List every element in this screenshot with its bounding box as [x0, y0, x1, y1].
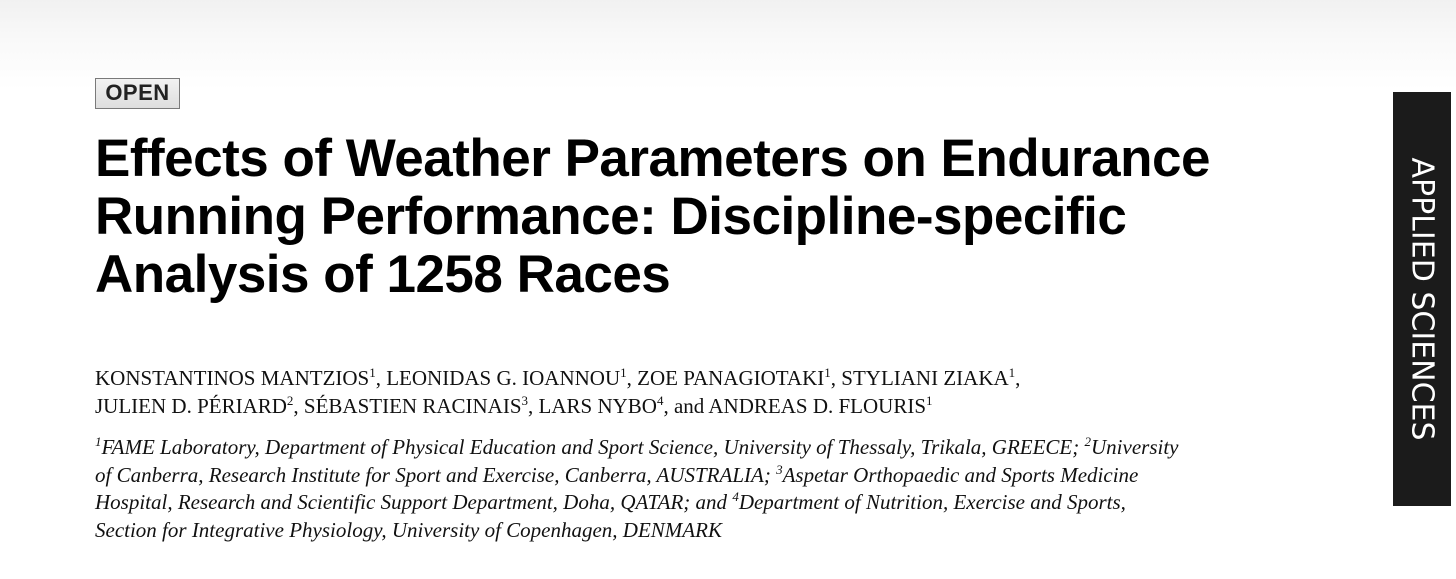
affiliation-text: University	[1091, 435, 1179, 459]
affiliation-marker: 1	[824, 365, 831, 380]
affiliation-marker: 4	[656, 393, 664, 408]
author-separator: ,	[528, 394, 539, 418]
author-name: ANDREAS D. FLOURIS	[708, 394, 926, 418]
author-name: KONSTANTINOS MANTZIOS	[95, 366, 370, 390]
title-line: Analysis of 1258 Races	[95, 245, 671, 304]
author-name: LEONIDAS G. IOANNOU	[386, 366, 621, 390]
affiliation-text: Section for Integrative Physiology, University of Copenhagen, DENMARK	[95, 517, 722, 542]
section-label: APPLIED SCIENCES	[1404, 157, 1440, 441]
affiliation-marker: 1	[369, 365, 376, 380]
title-line: Effects of Weather Parameters on Endurance	[95, 129, 1210, 188]
author-name: STYLIANI ZIAKA	[841, 366, 1009, 390]
author-line	[95, 392, 1355, 420]
affiliation-marker: 3	[521, 393, 529, 408]
author-separator: ,	[293, 394, 304, 418]
section-side-tab	[1393, 92, 1451, 506]
affiliation-line	[95, 462, 1365, 490]
affiliation-text: FAME Laboratory, Department of Physical Education and Sport Science, University of Thessaly, Trikala, GREECE;	[101, 435, 1085, 459]
affiliation-text: of Canberra, Research Institute for Sport and Exercise, Canberra, AUSTRALIA;	[95, 462, 777, 487]
affiliation-marker: 3	[776, 461, 783, 477]
title-line: Running Performance: Discipline-specific	[95, 187, 1127, 246]
author-name: ZOE PANAGIOTAKI	[637, 366, 825, 390]
affiliation-marker: 2	[286, 393, 294, 408]
author-name: JULIEN D. PÉRIARD	[95, 394, 287, 418]
affiliation-marker: 1	[1008, 365, 1016, 380]
author-separator: ,	[1015, 366, 1021, 390]
affiliation-marker: 1	[95, 434, 102, 449]
author-name: LARS NYBO	[538, 394, 657, 418]
affiliation-line	[95, 434, 1365, 462]
affiliation-marker: 1	[620, 365, 627, 380]
affiliation-line	[95, 517, 1365, 545]
affiliation-text: Aspetar Orthopaedic and Sports Medicine	[782, 462, 1139, 487]
affiliation-marker: 1	[926, 393, 933, 408]
affiliations	[95, 434, 1365, 544]
author-separator: ,	[626, 366, 638, 390]
author-separator: ,	[830, 366, 842, 390]
author-name: SÉBASTIEN RACINAIS	[303, 394, 522, 418]
author-separator: , and	[663, 394, 709, 418]
affiliation-marker: 2	[1084, 434, 1092, 449]
article-title	[95, 130, 1355, 304]
affiliation-marker: 4	[732, 489, 739, 504]
author-separator: ,	[375, 366, 387, 390]
author-line	[95, 364, 1355, 392]
affiliation-text: Hospital, Research and Scientific Support Department, Doha, QATAR; and	[95, 490, 733, 514]
open-access-badge: OPEN	[95, 78, 180, 109]
affiliation-text: Department of Nutrition, Exercise and Sports,	[738, 490, 1126, 514]
affiliation-line	[95, 489, 1365, 517]
author-list	[95, 364, 1355, 420]
